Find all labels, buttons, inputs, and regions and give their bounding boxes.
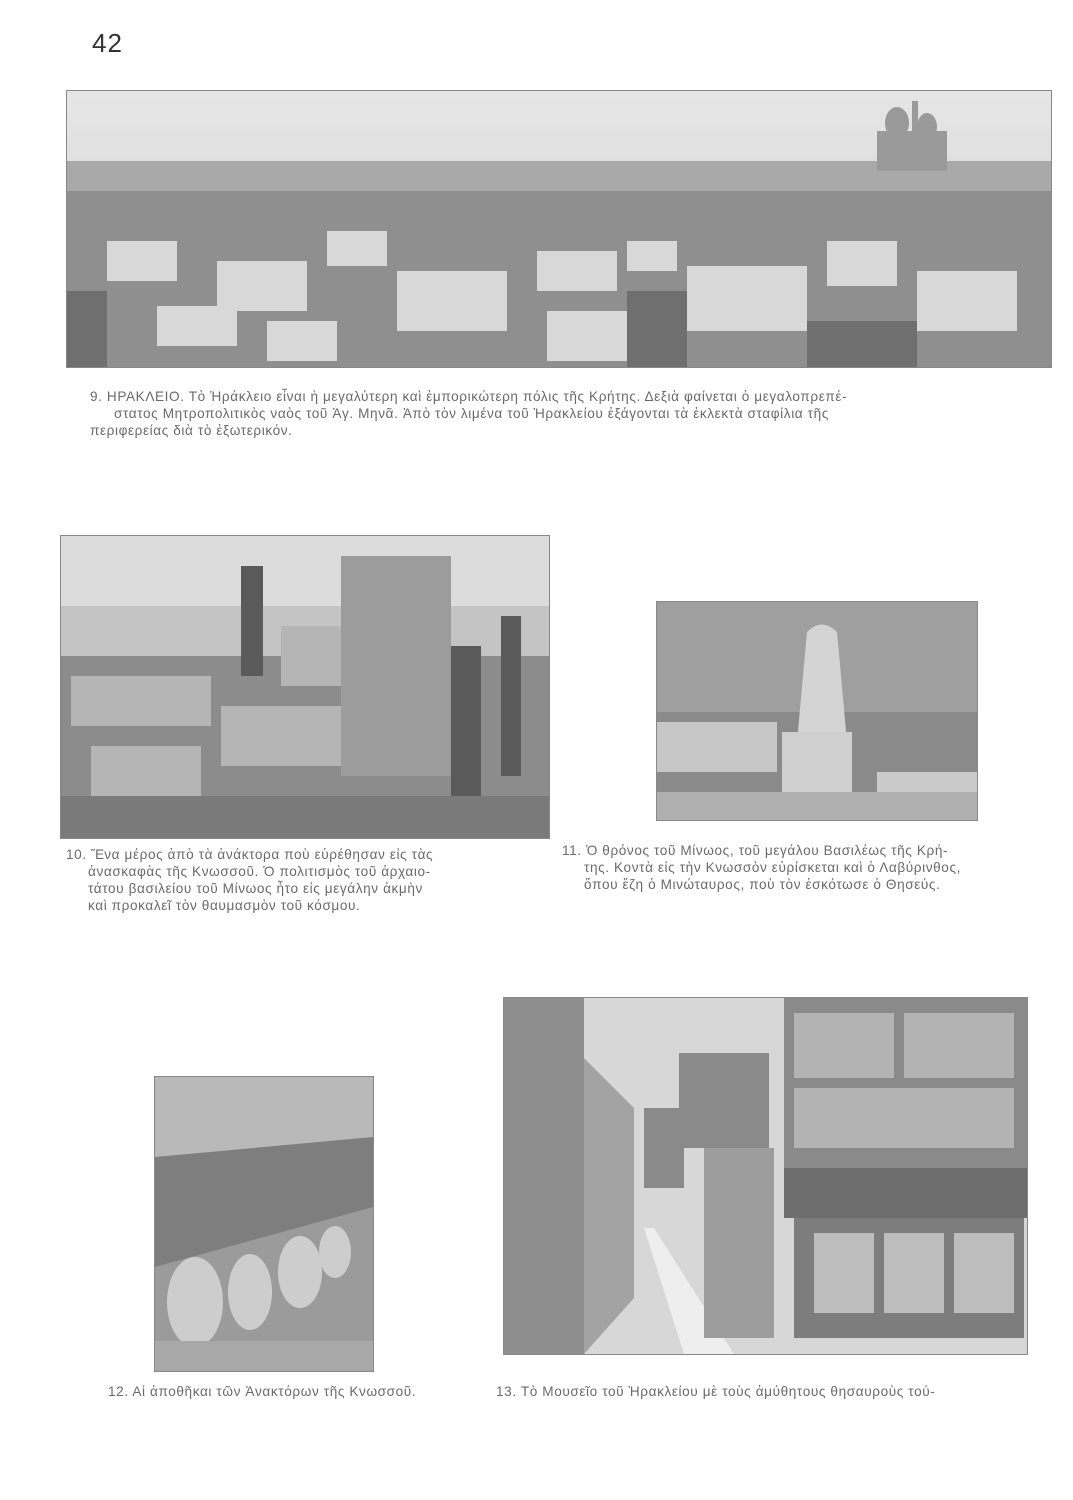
heraklion-panorama-photo <box>66 90 1052 368</box>
knossos-palace-ruins-photo <box>60 535 550 839</box>
caption-line: 11. Ὁ θρόνος τοῦ Μίνωος, τοῦ μεγάλου Βασιλέως τῆς Κρή- <box>562 843 949 858</box>
caption-line: ἀνασκαφὰς τῆς Κνωσσοῦ. Ὁ πολιτισμὸς τοῦ ἀρχαιο- <box>88 864 431 879</box>
caption-line: περιφερείας διὰ τὸ ἐξωτερικόν. <box>90 423 293 438</box>
caption-line: 9. ΗΡΑΚΛΕΙΟ. Τὸ Ἡράκλειο εἶναι ἡ μεγαλύτερη καὶ ἐμπορικώτερη πόλις τῆς Κρήτης. Δεξιὰ φαίνεται ὁ μεγαλοπρεπέ- <box>90 389 848 404</box>
page-number: 42 <box>92 28 123 58</box>
throne-of-minos-photo <box>656 601 978 821</box>
figure-12-caption <box>108 1383 416 1400</box>
caption-line: ὅπου ἔζη ὁ Μινώταυρος, ποὺ τὸν ἐσκότωσε ὁ Θησεύς. <box>584 877 941 892</box>
caption-line: τάτου βασιλείου τοῦ Μίνωος ἦτο εἰς μεγάλην ἀκμὴν <box>88 881 423 896</box>
caption-line: 12. Αἱ ἀποθῆκαι τῶν Ἀνακτόρων τῆς Κνωσσοῦ. <box>108 1384 417 1399</box>
knossos-storerooms-photo <box>154 1076 374 1372</box>
caption-line: καὶ προκαλεῖ τὸν θαυμασμὸν τοῦ κόσμου. <box>88 898 361 913</box>
heraklion-museum-photo <box>503 997 1028 1355</box>
figure-13-caption <box>496 1383 935 1400</box>
caption-line: 10. Ἕνα μέρος ἀπὸ τὰ ἀνάκτορα ποὺ εὑρέθησαν εἰς τὰς <box>66 847 434 862</box>
caption-line: 13. Τὸ Μουσεῖο τοῦ Ἡρακλείου μὲ τοὺς ἀμύθητους θησαυροὺς τού- <box>496 1384 936 1399</box>
caption-line: της. Κοντὰ εἰς τὴν Κνωσσὸν εὑρίσκεται καὶ ὁ Λαβύρινθος, <box>584 860 961 875</box>
figure-10-caption <box>66 846 433 914</box>
caption-line: στατος Μητροπολιτικὸς ναὸς τοῦ Ἁγ. Μηνᾶ. Ἀπὸ τὸν λιμένα τοῦ Ἡρακλείου ἐξάγονται τὰ ἐκλεκτὰ σταφίλια τῆς <box>114 406 829 421</box>
figure-11-caption <box>562 842 961 893</box>
figure-9-caption <box>90 388 847 439</box>
